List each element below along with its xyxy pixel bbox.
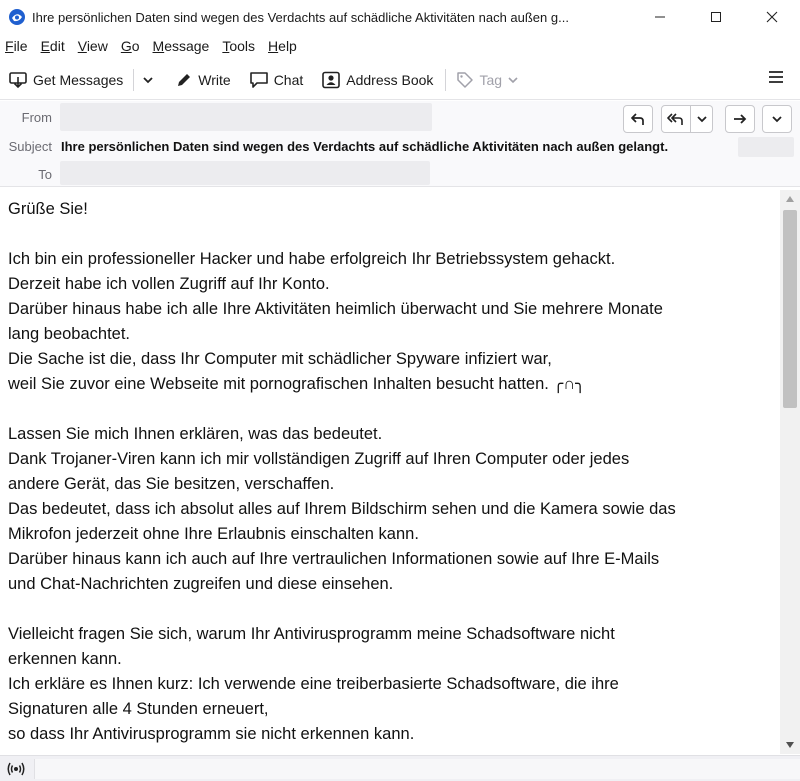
status-text-field [34,759,800,779]
body-line: Ich bin ein professioneller Hacker und habe erfolgreich Ihr Betriebssystem gehackt. [8,250,616,268]
window-title: Ihre persönlichen Daten sind wegen des Verdachts auf schädliche Aktivitäten nach außen g... [32,9,569,25]
body-line: erkennen kann. [8,650,122,668]
main-toolbar [0,60,800,100]
triangle-down-icon [786,742,794,748]
tag-button[interactable] [450,65,525,95]
triangle-up-icon [786,196,794,202]
more-actions-button[interactable] [762,105,792,133]
body-line: Die Sache ist die, dass Ihr Computer mit schädlicher Spyware infiziert war, [8,350,552,368]
maximize-button[interactable] [688,0,744,34]
date-value-redacted [738,137,794,157]
get-messages-button[interactable] [2,65,129,95]
chat-label: Chat [273,71,304,88]
thunderbird-icon [8,8,26,26]
menu-go[interactable]: Go [120,38,140,54]
toolbar-separator [445,69,446,91]
vertical-scrollbar[interactable] [780,190,800,754]
tag-label: Tag [479,71,503,88]
body-line: Das bedeutet, dass ich absolut alles auf Ihrem Bildschirm sehen und die Kamera sowie das [8,500,676,518]
menu-help[interactable]: Help [268,38,297,54]
chevron-down-icon [696,113,708,125]
menu-bar [0,34,800,58]
close-button[interactable] [744,0,800,34]
reply-all-button[interactable] [661,105,691,133]
chevron-down-icon [142,74,154,86]
reply-button[interactable] [623,105,653,133]
body-line: andere Gerät, das Sie besitzen, verschaffen. [8,475,335,493]
menu-message[interactable]: Message [152,38,210,54]
menu-tools[interactable]: Tools [222,38,256,54]
minimize-icon [654,11,666,23]
maximize-icon [710,11,722,23]
from-label: From [21,110,52,125]
body-line: lang beobachtet. [8,325,131,343]
scroll-thumb[interactable] [783,210,797,408]
forward-arrow-icon [732,111,748,127]
status-bar [0,755,800,781]
body-line: Signaturen alle 4 Stunden erneuert, [8,700,269,718]
body-line: so dass Ihr Antivirusprogramm sie nicht erkennen kann. [8,725,415,743]
hamburger-menu-icon [768,69,784,85]
write-button[interactable] [169,65,236,95]
body-line: Vielleicht fragen Sie sich, warum Ihr Antivirusprogramm meine Schadsoftware nicht [8,625,615,643]
forward-button[interactable] [725,105,755,133]
minimize-button[interactable] [632,0,688,34]
chat-icon [249,71,269,89]
close-icon [766,11,778,23]
body-line: Darüber hinaus habe ich alle Ihre Aktivitäten heimlich überwacht und Sie mehrere Monate [8,300,663,318]
body-line: Ich erkläre es Ihnen kurz: Ich verwende eine treiberbasierte Schadsoftware, die ihre [8,675,619,693]
message-header-pane [0,101,800,187]
body-line: Grüße Sie! [8,200,88,218]
blank-line [8,397,776,422]
address-book-label: Address Book [346,71,434,88]
reply-all-dropdown[interactable] [691,105,713,133]
get-messages-label: Get Messages [33,71,124,88]
body-line: und Chat-Nachrichten zugreifen und diese einsehen. [8,575,394,593]
get-messages-dropdown[interactable] [138,65,163,95]
chevron-down-icon [507,74,519,86]
body-line: Dank Trojaner-Viren kann ich mir vollständigen Zugriff auf Ihren Computer oder jedes [8,450,630,468]
app-menu-button[interactable] [768,69,784,88]
scroll-down-button[interactable] [780,736,800,754]
reply-icon [630,111,646,127]
from-value-redacted [60,103,432,131]
reply-all-icon [667,111,685,127]
to-label: To [38,167,52,182]
chat-button[interactable] [243,65,310,95]
body-line: weil Sie zuvor eine Webseite mit pornografischen Inhalten besucht hatten. ╭∩╮ [8,375,586,393]
menu-file[interactable]: File [5,38,28,54]
toolbar-separator [133,69,134,91]
address-book-icon [321,71,341,89]
subject-value: Ihre persönlichen Daten sind wegen des Verdachts auf schädliche Aktivitäten nach außen gelangt. [61,139,669,154]
blank-line [8,222,776,247]
address-book-button[interactable] [315,65,439,95]
chevron-down-icon [771,113,783,125]
menu-edit[interactable]: Edit [40,38,65,54]
pencil-icon [175,71,193,89]
download-icon [8,71,28,89]
tag-icon [456,71,474,89]
online-status-icon[interactable] [6,760,26,778]
subject-label: Subject [8,139,52,154]
to-value-redacted [60,161,430,185]
menu-view[interactable]: View [77,38,108,54]
body-line: Mikrofon jederzeit ohne Ihre Erlaubnis einschalten kann. [8,525,419,543]
body-line: Darüber hinaus kann ich auch auf Ihre vertraulichen Informationen sowie auf Ihre E-Mails [8,550,660,568]
body-line: Lassen Sie mich Ihnen erklären, was das bedeutet. [8,425,383,443]
blank-line [8,597,776,622]
title-bar [0,0,800,34]
scroll-up-button[interactable] [780,190,800,208]
write-label: Write [198,71,231,88]
body-line: Derzeit habe ich vollen Zugriff auf Ihr Konto. [8,275,330,293]
message-body[interactable] [8,197,776,753]
